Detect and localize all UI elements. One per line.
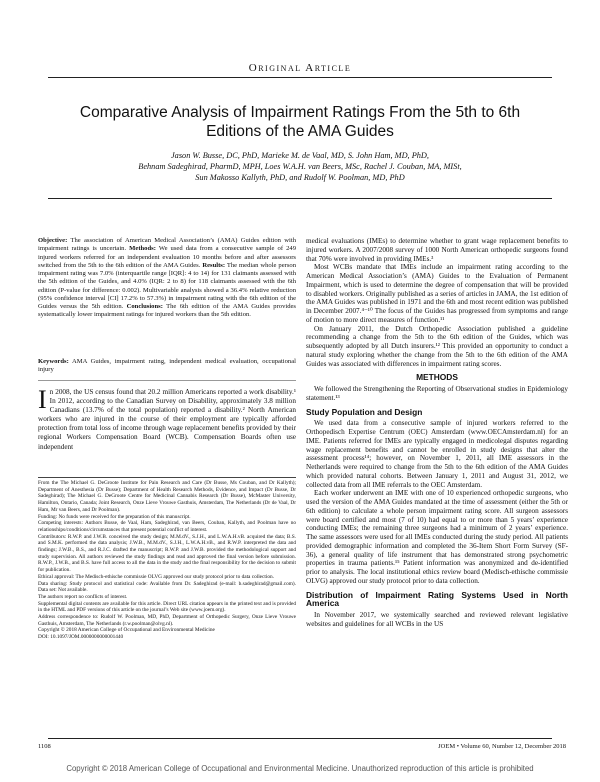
methods-heading: METHODS <box>416 372 458 383</box>
abstract-objective: The association of American Medical Association’s (AMA) Guides edition with impairment ratings is uncertain. <box>38 237 296 253</box>
author-list <box>70 150 530 184</box>
supplemental-note: Supplemental digital contents are available for this article. Direct URL citation appears in the printed text and is provided in the HTML and PDF versions of this article on the journal’s Web site (www.joem.org). <box>38 600 296 614</box>
data-sharing: Data sharing: Study protocol and statistical code: Available from Dr. Sadeghirad (e-mail: b.sadeghirad@gmail.com). Data set: Not available. <box>38 580 296 594</box>
contributors-note: Contributors: R.W.P. and J.W.B. conceived the study design; M.M.dV., S.J.H., and L.W.A.H.vB. acquired the data; B.S. and S.M.K. performed the data analysis; J.W.B., M.M.dV., S.J.H., L.W.A.H.vB., and R.W.P. interpreted the data and findings; J.W.B., B.S., and R.J.C. drafted the manuscript; R.W.P. and J.W.B. provided the methodological support and study supervision. All authors reviewed the study findings and read and approved the final version before submission. R.W.P., J.W.B., and B.S. have full access to all the data in the study and the final responsibility for the decision to submit for publication. <box>38 533 296 574</box>
article-notes <box>38 477 296 641</box>
introduction <box>38 385 296 452</box>
body-paragraph: medical evaluations (IMEs) to determine whether to grant wage replacement benefits to injured workers. A 2007/2008 survey of 1000 North American orthopedic surgeons found that 70% were involved in providing IMEs.³ <box>306 237 568 263</box>
journal-info: JOEM • Volume 60, Number 12, December 2018 <box>438 743 566 750</box>
abstract-methods-label: Methods: <box>129 245 156 253</box>
body-paragraph: On January 2011, the Dutch Orthopedic Association published a guideline recommending a change from the 5th to the 6th edition of the Guides, which was subsequently adopted by all Dutch insurers.¹² This provided an opportunity to conduct a natural study exploring whether the change from the 5th to the 6th edition of the AMA Guides was associated with differences in impairment rating scores. <box>306 324 568 368</box>
author-line: Sun Makosso Kallyth, PhD, and Rudolf W. Poolman, MD, PhD <box>195 173 405 183</box>
abstract-conclusions: The 6th edition of the AMA Guides provides systematically lower impairment ratings for injured workers than the 5th edition. <box>38 303 296 319</box>
affiliations: From the The Michael G. DeGroote Institute for Pain Research and Care (Dr Busse, Ms Couban, and Dr Kallyth); Department of Anesthesia (Dr Busse); Department of Health Research Methods, Evidence, and Impact (Dr Busse, Dr Sadeghirad); The Michael G. DeGroote Centre for Medicinal Cannabis Research (Dr Busse), McMaster University, Hamilton, Ontario, Canada; Joint Research, Onze Lieve Vrouwe Gasthuis, Amsterdam, The Netherlands (Dr de Vaal, Dr Ham, Mr van Beers, and Dr Poolman). <box>38 480 296 513</box>
author-line: Jason W. Busse, DC, PhD, Marieke M. de Vaal, MD, S. John Ham, MD, PhD, <box>170 151 429 160</box>
footer-rule <box>48 738 552 739</box>
abstract-objective-label: Objective: <box>38 237 68 244</box>
doi: DOI: 10.1097/JOM.0000000000001440 <box>38 634 124 641</box>
abstract-results-label: Results: <box>202 261 226 269</box>
abstract-methods: We used data from a consecutive sample of 249 injured workers referred for an independent evaluation 10 months before and after assessors switched from the 5th to the 6th edition of the AMA Guides. <box>38 245 296 269</box>
conflicts-note: The authors report no conflicts of interest. <box>38 593 128 600</box>
body-paragraph: Most WCBs mandate that IMEs include an impairment rating according to the American Medical Association’s (AMA) Guides to the Evaluation of Permanent Impairment, which is used to determine the degree of compensation that will be provided to disabled workers. Originally published as a series of articles in JAMA, the 1st edition of the AMA Guides was published in 1971 and the 6th and most recent edition was published in December 2007.⁴⁻¹⁰ The focus of the Guides has progressed from symptoms and range of motion to more direct measures of function.¹¹ <box>306 263 568 324</box>
article-title: Comparative Analysis of Impairment Ratings From the 5th to 6th Editions of the AMA Guides <box>79 104 521 140</box>
page-number: 1108 <box>38 743 51 750</box>
title-rule <box>48 198 552 199</box>
right-column <box>306 237 568 629</box>
body-paragraph: We used data from a consecutive sample of injured workers referred to the Orthopedisch Expertise Centrum (OEC) Amsterdam (www.OECAmsterdam.nl) for an IME. Patients referred for IMEs are typically engaged in medicolegal disputes regarding wage replacement benefits and cannot be enrolled in study designs that alter the assessment process¹⁴; however, on November 1, 2011, all IME assessors in the Netherlands were required to change from the 5th to the 6th edition of the AMA Guides which provided natural cohorts. Between January 1, 2011 and August 31, 2012, we collected data from all IME referrals to the OEC Amsterdam. <box>306 419 568 489</box>
abstract-rule <box>38 380 296 381</box>
keywords-text: AMA Guides, impairment rating, independent medical evaluation, occupational injury <box>38 358 296 374</box>
body-paragraph: In November 2017, we systemically searched and reviewed relevant legislative websites and guidelines for all WCBs in the US <box>306 611 568 628</box>
header-rule <box>48 77 552 78</box>
copyright-notice: Copyright © 2018 American College of Occupational and Environmental Medicine. Unauthorized reproduction of this article is prohibited <box>66 764 534 773</box>
competing-interests: Competing interests: Authors Busse, de Vaal, Ham, Sadeghirad, van Beers, Couban, Kallyth, and Poolman have no relationships/conditions/circumstances that present potential conflict of interest. <box>38 520 296 533</box>
distribution-heading: Distribution of Impairment Rating Systems Used in North America <box>306 589 568 609</box>
section-label: Original Article <box>248 62 352 74</box>
body-paragraph: We followed the Strengthening the Reporting of Observational studies in Epidemiology statement.¹³ <box>306 385 568 402</box>
abstract <box>38 237 296 320</box>
abstract-conclusions-label: Conclusions: <box>126 303 163 310</box>
correspondence: Address correspondence to: Rudolf W. Poolman, MD, PhD, Department of Orthopedic Surgery, Onze Lieve Vrouwe Gasthuis, Amsterdam, The Netherlands (r.w.poolman@olvg.nl). <box>38 614 296 627</box>
keywords <box>38 358 296 375</box>
author-line: Behnam Sadeghirad, PharmD, MPH, Loes W.A.H. van Beers, MSc, Rachel J. Couban, MA, MISt, <box>138 162 462 172</box>
intro-paragraph: n 2008, the US census found that 20.2 million Americans reported a work disability.¹ In 2012, according to the Canadian Survey on Disability, approximately 3.8 million Canadians (13.7% of the total population) reported a disability.² North American workers who are injured in the course of their employment are typically afforded protection from total loss of income through wage replacement benefits provided by their regional Workers Compensation Board (WCB). Compensation Boards often use independent <box>38 388 296 451</box>
keywords-label: Keywords: <box>38 358 69 365</box>
body-paragraph: Each worker underwent an IME with one of 10 experienced orthopedic surgeons, who used the version of the AMA Guides mandated at the time of assessment (either the 5th or 6th edition) to calculate a whole person impairment rating score. All surgeon assessors were board certified and most (7 of 10) had equal to or more than 5 years’ experience conducting IMEs; the remaining three surgeons had a minimum of 2 years’ experience. The same assessors were used for all IMEs conducted during the study period. All patients provided demographic information and completed the 36-Item Short Form Survey (SF-36), a general quality of life instrument that has demonstrated strong psychometric properties in trauma patients.¹⁵ Patient information was anonymized and de-identified prior to analysis. The local institutional ethics review board (Medisch-ethische commissie OLVG) approved our study protocol prior to data collection. <box>306 489 568 585</box>
copyright-line: Copyright © 2018 American College of Occupational and Environmental Medicine <box>38 627 215 634</box>
ethical-approval: Ethical approval: The Medisch-ethische commissie OLVG approved our study protocol prior to data collection. <box>38 573 274 580</box>
funding-note: Funding: No funds were received for the preparation of this manuscript. <box>38 513 191 520</box>
study-heading: Study Population and Design <box>306 406 423 417</box>
abstract-results: The median whole person impairment rating was 7.0% (interquartile range [IQR]: 4 to 14) for 131 claimants assessed with the 5th edition of the Guides, and 4.0% (IQR: 2 to 8) for 118 claimants assessed with the 6th edition (P-value for difference: 0.002). Multivariable analysis showed a 36.4% relative reduction (95% confidence interval [CI] 17.2% to 57.3%) in impairment rating with the 6th edition of the Guides versus the 5th edition. <box>38 261 296 310</box>
drop-cap: I <box>38 385 47 414</box>
